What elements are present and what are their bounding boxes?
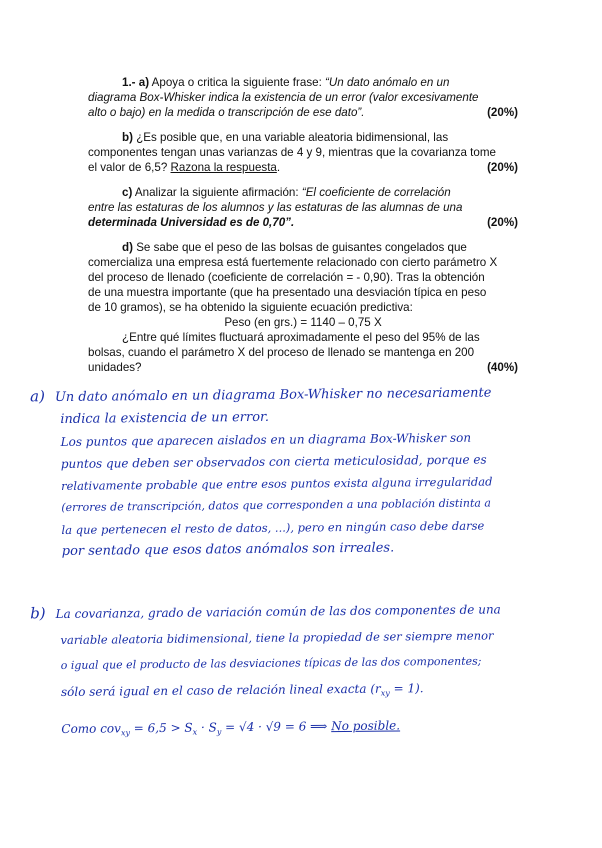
question-b-text-3: el valor de 6,5? bbox=[88, 161, 168, 174]
question-b bbox=[88, 130, 518, 175]
answer-b-line-4-sub: xy bbox=[380, 688, 390, 698]
answer-b-result: No posible. bbox=[331, 718, 401, 734]
question-a-quote-3: alto o bajo) en la medida o transcripción de ese dato”. bbox=[88, 106, 365, 119]
answer-b-line-5: Como cov bbox=[61, 721, 121, 736]
question-c-quote-3: determinada Universidad es de 0,70”. bbox=[88, 216, 295, 229]
question-c bbox=[88, 185, 518, 230]
question-d-label: d) bbox=[122, 241, 133, 254]
question-a-quote-1: “Un dato anómalo en un bbox=[325, 76, 450, 89]
answer-b-sx-sub: x bbox=[192, 727, 198, 737]
question-d-text-1: Se sabe que el peso de las bolsas de guisantes congelados que bbox=[136, 241, 467, 254]
answer-a-line-1: Un dato anómalo en un diagrama Box-Whisker no necesariamente bbox=[54, 385, 492, 406]
question-d-text-3: del proceso de llenado (coeficiente de correlación = - 0,90). Tras la obtención bbox=[88, 271, 485, 284]
question-a-quote-2: diagrama Box-Whisker indica la existencia de un error (valor excesivamente bbox=[88, 91, 479, 104]
answer-a-line-7: la que pertenecen el resto de datos, ...), pero en ningún caso debe darse bbox=[61, 518, 485, 537]
question-a-text: Apoya o critica la siguiente frase: bbox=[151, 76, 322, 89]
answer-b-line-4: sólo será igual en el caso de relación lineal exacta (r bbox=[60, 681, 381, 699]
question-c-text: Analizar la siguiente afirmación: bbox=[134, 186, 299, 199]
answer-b-line-5-sub: xy bbox=[120, 728, 131, 738]
question-a bbox=[88, 75, 518, 120]
question-d-text-5: de 10 gramos), se ha obtenido la siguiente ecuación predictiva: bbox=[88, 301, 413, 314]
question-d-equation: Peso (en grs.) = 1140 – 0,75 X bbox=[224, 316, 382, 329]
answer-b bbox=[30, 595, 562, 747]
answer-a-line-2: indica la existencia de un error. bbox=[60, 409, 270, 427]
question-d-text-2: comercializa una empresa está fuertemente relacionado con cierto parámetro X bbox=[88, 256, 498, 269]
answer-b-line-5-mid: = 6,5 > S bbox=[129, 720, 193, 736]
question-a-label: a) bbox=[138, 76, 150, 89]
question-b-percent: (20%) bbox=[487, 161, 518, 174]
answer-a-line-3: Los puntos que aparecen aislados en un diagrama Box-Whisker son bbox=[60, 430, 472, 449]
answer-a-line-4: puntos que deben ser observados con cierta meticulosidad, porque es bbox=[60, 452, 487, 471]
answer-a-line-6: (errores de transcripción, datos que corresponden a una población distinta a bbox=[61, 496, 492, 514]
question-b-text-2: componentes tengan unas varianzas de 4 y 9, mientras que la covarianza tome bbox=[88, 146, 496, 159]
question-d bbox=[88, 240, 518, 375]
question-b-text-1: ¿Es posible que, en una variable aleatoria bidimensional, las bbox=[136, 131, 449, 144]
question-d-percent: (40%) bbox=[487, 361, 518, 374]
answer-a-line-5: relativamente probable que entre esos puntos exista alguna irregularidad bbox=[60, 474, 493, 493]
question-d-text-6: ¿Entre qué límites fluctuará aproximadamente el peso del 95% de las bbox=[122, 331, 480, 344]
answer-b-line-5-end: = √4 · √9 = 6 ⟹ bbox=[221, 719, 332, 735]
question-a-percent: (20%) bbox=[487, 106, 518, 119]
question-d-text-7: bolsas, cuando el parámetro X del proceso de llenado se mantenga en 200 bbox=[88, 346, 475, 359]
answer-b-line-3: o igual que el producto de las desviaciones típicas de las dos componentes; bbox=[60, 654, 482, 672]
answer-b-mark: b) bbox=[30, 604, 46, 623]
question-b-underlined: Razona la respuesta bbox=[170, 161, 277, 174]
question-c-quote-1: “El coeficiente de correlación bbox=[301, 186, 451, 199]
question-c-quote-2: entre las estaturas de los alumnos y las estaturas de las alumnas de una bbox=[88, 201, 463, 214]
answer-b-line-5-dot: · S bbox=[197, 720, 217, 735]
question-number: 1.- bbox=[122, 76, 136, 89]
answer-b-line-4-end: = 1). bbox=[389, 681, 424, 696]
question-c-percent: (20%) bbox=[487, 216, 518, 229]
question-b-label: b) bbox=[122, 131, 133, 144]
question-d-text-8: unidades? bbox=[88, 361, 142, 374]
answer-b-line-2: variable aleatoria bidimensional, tiene la propiedad de ser siempre menor bbox=[60, 628, 494, 647]
answer-b-sy-sub: y bbox=[216, 727, 222, 737]
question-d-text-4: de una muestra importante (que ha presentado una desviación típica en peso bbox=[88, 286, 487, 299]
answer-a-mark: a) bbox=[30, 387, 46, 406]
question-c-label: c) bbox=[122, 186, 133, 199]
question-b-dot: . bbox=[276, 161, 281, 174]
answer-a-line-8: por sentado que esos datos anómalos son irreales. bbox=[61, 540, 395, 559]
answer-a bbox=[30, 380, 562, 563]
answer-b-line-1: La covarianza, grado de variación común de las dos componentes de una bbox=[55, 602, 501, 622]
